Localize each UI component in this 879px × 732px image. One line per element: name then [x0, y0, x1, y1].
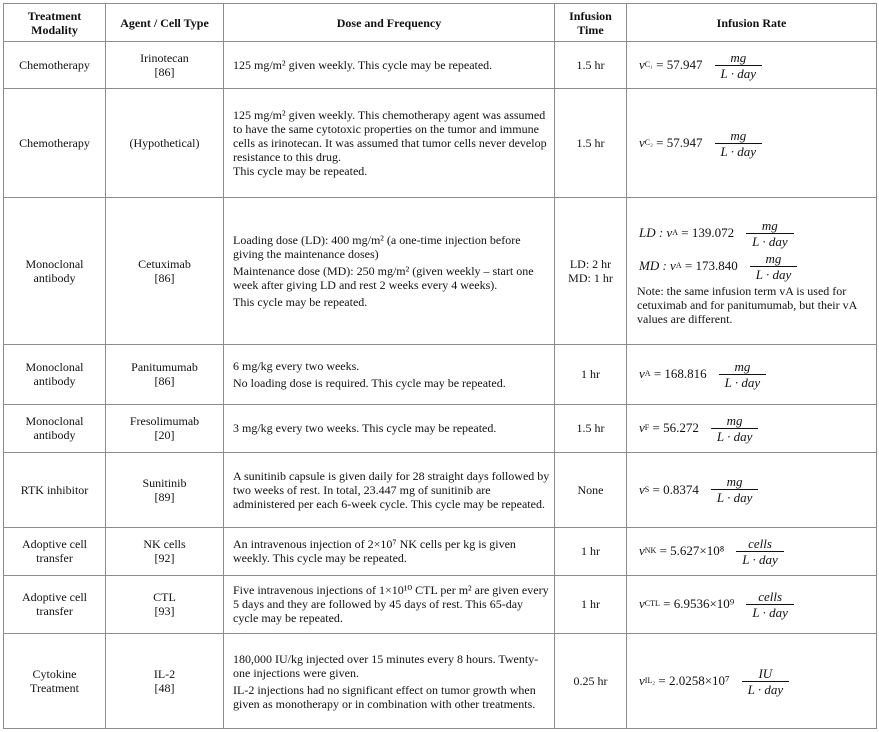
modality-cell: Monoclonal antibody [4, 198, 106, 344]
modality-cell: Adoptive cell transfer [4, 575, 106, 634]
agent-name: Panitumumab [131, 360, 198, 375]
dose-cell [224, 198, 555, 344]
rate-equation-ld: LD : v A = 139.072 [639, 225, 735, 241]
dose-text: 125 mg/m² given weekly. This cycle may be repeated. [233, 58, 493, 73]
agent-ref: [48] [154, 681, 175, 696]
time-cell: None [555, 452, 627, 528]
table-row [4, 405, 877, 452]
header-modality: Treatment Modality [4, 4, 106, 42]
dose-cell [224, 528, 555, 575]
agent-cell [106, 344, 224, 405]
unit-fraction: $\frac{\text{cells}}{\text{L · day}}$ [736, 536, 784, 567]
agent-ref: [86] [154, 65, 175, 80]
unit-fraction: $\frac{mg}{\text{L · day}}$ [711, 474, 759, 505]
dose-cell [224, 42, 555, 89]
time-cell: 1 hr [555, 344, 627, 405]
agent-cell [106, 575, 224, 634]
agent-ref: [86] [154, 374, 175, 389]
modality-cell: Adoptive cell transfer [4, 528, 106, 575]
table-row [4, 634, 877, 729]
header-row [4, 4, 877, 42]
rate-equation: v S = 0.8374 [639, 481, 699, 497]
unit-fraction: $\frac{mg}{\text{L · day}}$ [719, 359, 767, 390]
agent-cell [106, 198, 224, 344]
agent-cell [106, 452, 224, 528]
dose-text: Loading dose (LD): 400 mg/m² (a one-time injection before giving the maintenance doses) [233, 232, 521, 261]
agent-cell [106, 634, 224, 729]
dose-text: No loading dose is required. This cycle may be repeated. [233, 375, 506, 390]
dose-cell [224, 344, 555, 405]
unit-fraction: $\frac{IU}{\text{L · day}}$ [742, 666, 790, 697]
dose-text: IL-2 injections had no significant effect on tumor growth when given as monotherapy or in combination with other treatments. [233, 682, 536, 711]
rate-equation: v IL₂ = 2.0258×10⁷ [639, 673, 730, 689]
modality-cell: RTK inhibitor [4, 452, 106, 528]
time-cell [555, 198, 627, 344]
agent-name: Sunitinib [142, 475, 187, 490]
agent-cell [106, 42, 224, 89]
rate-equation: v NK = 5.627×10⁸ [639, 543, 725, 559]
agent-ref: [86] [154, 270, 175, 285]
time-ld: LD: 2 hr [569, 256, 612, 271]
unit-fraction: $\frac{mg}{\text{L · day}}$ [715, 128, 763, 159]
table-row [4, 528, 877, 575]
dose-text: 180,000 IU/kg injected over 15 minutes every 8 hours. Twenty-one injections were given. [233, 651, 539, 680]
header-infusion-rate: Infusion Rate [627, 4, 877, 42]
agent-name: IL-2 [153, 667, 176, 682]
dose-text: 3 mg/kg every two weeks. This cycle may be repeated. [233, 421, 497, 436]
dose-cell [224, 452, 555, 528]
time-cell: 1.5 hr [555, 42, 627, 89]
agent-name: Cetuximab [138, 256, 191, 271]
dose-text: 6 mg/kg every two weeks. [233, 358, 360, 373]
dose-text: 125 mg/m² given weekly. This chemotherapy agent was assumed to have the same cytotoxic properties on the tumor and immune cells as irinotecan. It was assumed that tumor cells never develop resistance to this drug. [233, 108, 547, 165]
time-cell: 1.5 hr [555, 89, 627, 198]
unit-fraction: $\frac{\text{cells}}{\text{L · day}}$ [746, 589, 794, 620]
table-row [4, 575, 877, 634]
dose-text: This cycle may be repeated. [233, 294, 368, 309]
dose-text: Five intravenous injections of 1×10¹⁰ CTL per m² are given every 5 days and they are followed by 45 days of rest. This 65-day cycle may be repeated. [233, 583, 549, 626]
rate-cell [627, 575, 877, 634]
dose-cell [224, 634, 555, 729]
treatment-table [3, 3, 877, 729]
rate-cell [627, 405, 877, 452]
header-agent: Agent / Cell Type [106, 4, 224, 42]
table-row [4, 198, 877, 344]
time-cell: 1 hr [555, 528, 627, 575]
rate-cell [627, 89, 877, 198]
dose-cell [224, 575, 555, 634]
agent-name: (Hypothetical) [129, 136, 200, 151]
agent-ref: [89] [154, 489, 175, 504]
modality-cell: Monoclonal antibody [4, 405, 106, 452]
agent-cell [106, 528, 224, 575]
rate-cell [627, 344, 877, 405]
agent-ref: [92] [154, 551, 175, 566]
unit-fraction: $\frac{mg}{\text{L · day}}$ [746, 218, 794, 249]
modality-cell: Chemotherapy [4, 89, 106, 198]
table-row [4, 344, 877, 405]
time-cell: 1.5 hr [555, 405, 627, 452]
unit-fraction: $\frac{mg}{\text{L · day}}$ [715, 50, 763, 81]
rate-equation: v F = 56.272 [639, 420, 699, 436]
header-dose: Dose and Frequency [224, 4, 555, 42]
agent-name: Irinotecan [140, 51, 189, 66]
table-row [4, 89, 877, 198]
modality-cell: Monoclonal antibody [4, 344, 106, 405]
rate-equation: v CTL = 6.9536×10⁹ [639, 596, 735, 612]
dose-cell [224, 89, 555, 198]
dose-text: A sunitinib capsule is given daily for 28 straight days followed by two weeks of rest. In total, 23.447 mg of sunitinib are administered per each 6-week cycle. This cycle may be repeated. [233, 468, 550, 511]
rate-note: Note: the same infusion term vA is used for cetuximab and for panitumumab, but their vA values are different. [637, 283, 857, 326]
dose-text: Maintenance dose (MD): 250 mg/m² (given weekly – start one week after giving LD and rest 2 weeks every 4 weeks). [233, 263, 534, 292]
agent-ref: [93] [154, 604, 175, 619]
rate-cell [627, 634, 877, 729]
modality-cell: Cytokine Treatment [4, 634, 106, 729]
table-row [4, 452, 877, 528]
rate-cell [627, 452, 877, 528]
dose-text: An intravenous injection of 2×10⁷ NK cells per kg is given weekly. This cycle may be repeated. [233, 537, 516, 566]
header-infusion-time: Infusion Time [555, 4, 627, 42]
modality-cell: Chemotherapy [4, 42, 106, 89]
table-row [4, 42, 877, 89]
dose-cell [224, 405, 555, 452]
time-cell: 1 hr [555, 575, 627, 634]
agent-name: Fresolimumab [129, 414, 200, 429]
agent-cell [106, 405, 224, 452]
rate-cell [627, 42, 877, 89]
time-cell: 0.25 hr [555, 634, 627, 729]
rate-equation-md: MD : v A = 173.840 [639, 258, 738, 274]
rate-cell [627, 528, 877, 575]
rate-equation: v C₂ = 57.947 [639, 135, 703, 151]
unit-fraction: $\frac{mg}{\text{L · day}}$ [750, 251, 798, 282]
agent-cell [106, 89, 224, 198]
agent-name: CTL [153, 590, 176, 605]
time-md: MD: 1 hr [568, 270, 613, 285]
agent-ref: [20] [154, 428, 175, 443]
unit-fraction: $\frac{mg}{\text{L · day}}$ [711, 413, 759, 444]
agent-name: NK cells [143, 537, 186, 552]
rate-cell [627, 198, 877, 344]
dose-text: This cycle may be repeated. [233, 164, 368, 179]
rate-equation: v C₁ = 57.947 [639, 57, 703, 73]
rate-equation: v A = 168.816 [639, 366, 707, 382]
